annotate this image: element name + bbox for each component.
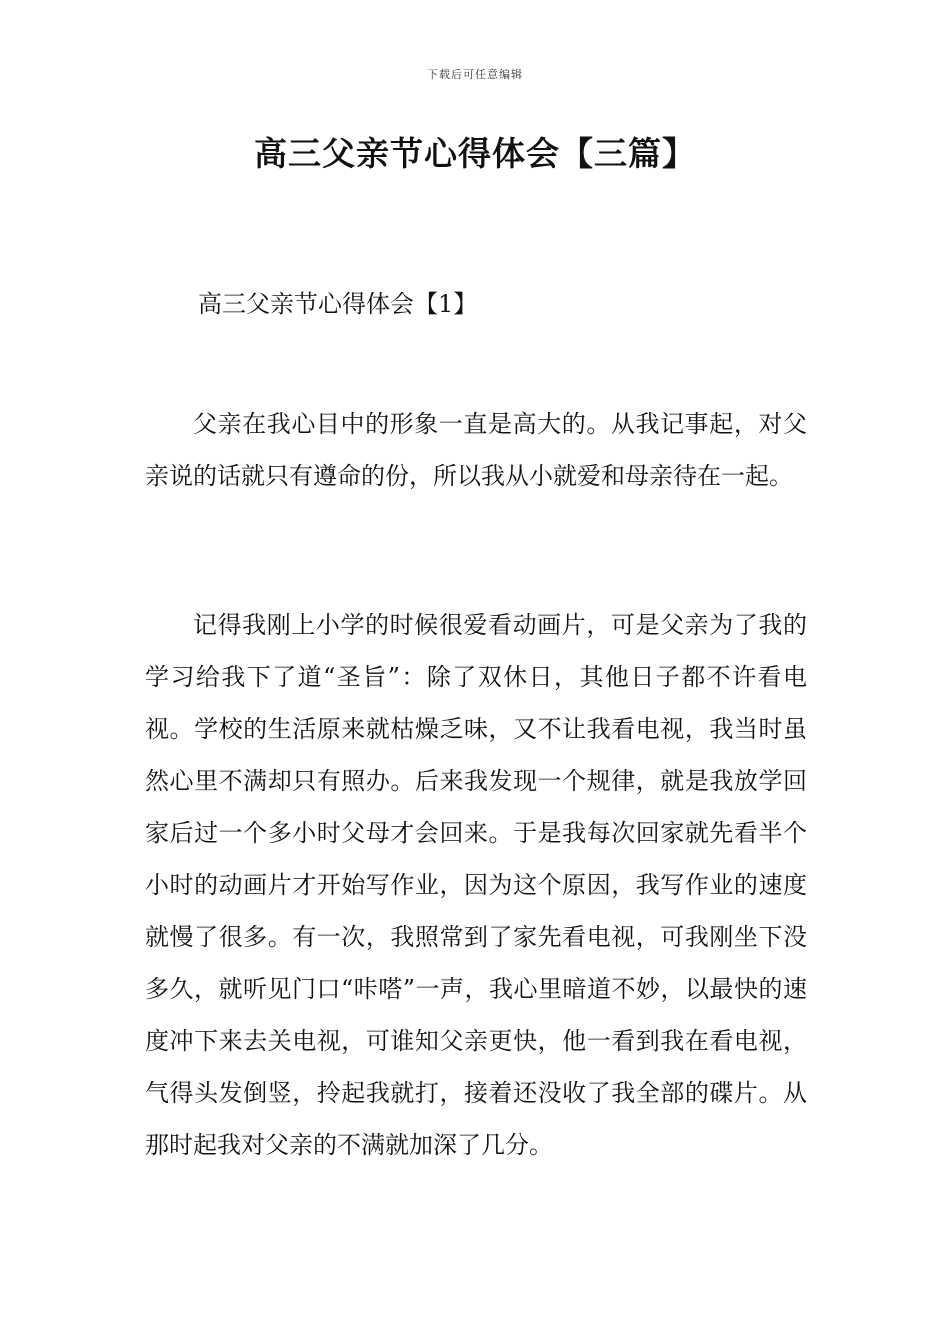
header-note: 下载后可任意编辑 xyxy=(427,68,523,81)
paragraph-1: 父亲在我心目中的形象一直是高大的。从我记事起，对父亲说的话就只有遵命的份，所以我从小就爱和母亲待在一起。 xyxy=(145,410,807,490)
paragraph-2: 记得我刚上小学的时候很爱看动画片，可是父亲为了我的学习给我下了道“圣旨”：除了双休日，其他日子都不许看电视。学校的生活原来就枯燥乏味，又不让我看电视，我当时虽然心里不满却只有照办。后来我发现一个规律，就是我放学回家后过一个多小时父母才会回来。于是我每次回家就先看半个小时的动画片才开始写作业，因为这个原因，我写作业的速度就慢了很多。有一次，我照常到了家先看电视，可我刚坐下没多久，就听见门口“咔嗒”一声，我心里暗道不妙，以最快的速度冲下来去关电视，可谁知父亲更快，他一看到我在看电视，气得头发倒竖，拎起我就打，接着还没收了我全部的碟片。从那时起我对父亲的不满就加深了几分。 xyxy=(145,611,807,1159)
section-heading: 高三父亲节心得体会【1】 xyxy=(198,290,478,318)
document-title: 高三父亲节心得体会【三篇】 xyxy=(254,134,696,173)
